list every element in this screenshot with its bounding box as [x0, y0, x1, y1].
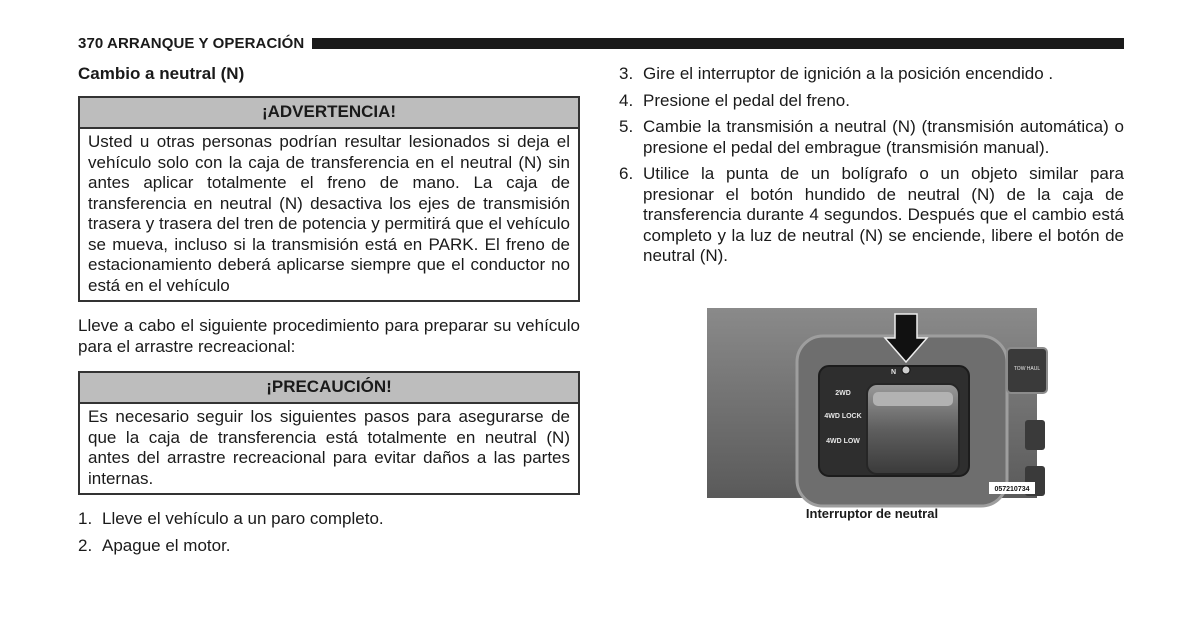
page-header-title: 370 ARRANQUE Y OPERACIÓN: [78, 34, 305, 52]
caution-box: [78, 371, 580, 495]
warning-box: [78, 96, 580, 302]
right-column: [619, 64, 1124, 273]
position-label-4wd-lock: 4WD LOCK: [824, 413, 862, 420]
steps-list-left: [78, 509, 580, 556]
step-text: Cambie la transmisión a neutral (N) (transmisión automática) o presione el pedal del embrague (transmisión manual).: [643, 117, 1124, 157]
side-button-label: TOW HAUL: [1013, 366, 1041, 372]
step-number: 4.: [619, 90, 634, 110]
neutral-switch-figure: [707, 308, 1041, 498]
position-label-4wd-low: 4WD LOW: [826, 438, 860, 445]
step-number: 2.: [78, 535, 93, 555]
image-code: 057210734: [994, 486, 1030, 493]
step-text: Utilice la punta de un bolígrafo o un objeto similar para presionar el botón hundido de neutral (N) de la caja de transferencia durante 4 segundos. Después que el cambio está completo y la luz de neutral (N) se enciende, libere el botón de neutral (N).: [643, 164, 1124, 265]
steps-list-right: [619, 64, 1124, 267]
warning-body: Usted u otras personas podrían resultar lesionados si deja el vehículo solo con la caja de transferencia en el neutral (N) sin antes aplicar totalmente el freno de mano. La caja de transferencia en neutral (N) desactiva los ejes de transmisión trasera y trasera del tren de potencia y permitirá que el vehículo se mueva, incluso si la transmisión está en PARK. El freno de estacionamiento deberá aplicarse siempre que el conductor no está en el vehículo: [88, 132, 570, 295]
step-text: Gire el interruptor de ignición a la posición encendido .: [643, 64, 1054, 83]
warning-heading: ¡ADVERTENCIA!: [80, 98, 578, 129]
page-header: [78, 33, 1124, 53]
caution-heading: ¡PRECAUCIÓN!: [80, 373, 578, 404]
left-column: [78, 64, 580, 562]
caution-body: Es necesario seguir los siguientes pasos para asegurarse de que la caja de transferencia está totalmente en neutral (N) antes del arrastre recreacional para evitar daños a las partes internas.: [88, 407, 570, 488]
figure-caption: Interruptor de neutral: [805, 506, 939, 521]
list-item: [619, 117, 1124, 158]
n-indicator-label: N: [891, 369, 897, 376]
list-item: [619, 164, 1124, 267]
list-item: [619, 91, 1124, 112]
section-title: Cambio a neutral (N): [78, 64, 245, 83]
step-text: Lleve el vehículo a un paro completo.: [102, 509, 384, 528]
list-item: [78, 509, 580, 530]
step-number: 6.: [619, 164, 634, 183]
step-number: 3.: [619, 64, 634, 83]
position-label-2wd: 2WD: [835, 390, 851, 397]
neutral-switch-illustration: [707, 308, 1041, 498]
list-item: [78, 536, 580, 557]
header-rule: [312, 38, 1124, 49]
step-number: 1.: [78, 509, 93, 528]
list-item: [619, 64, 1124, 85]
step-number: 5.: [619, 117, 634, 136]
step-text: Presione el pedal del freno.: [643, 90, 850, 110]
intro-paragraph: Lleve a cabo el siguiente procedimiento para preparar su vehículo para el arrastre recreacional:: [78, 316, 580, 356]
step-text: Apague el motor.: [102, 535, 231, 555]
